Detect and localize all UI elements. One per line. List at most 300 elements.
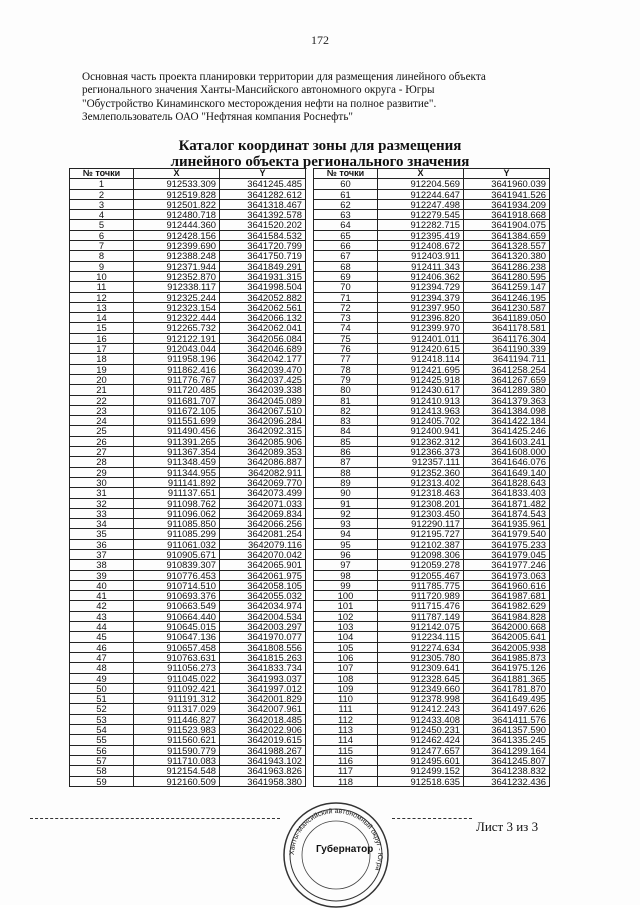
- table-row: [314, 580, 550, 590]
- point-number: 32: [70, 498, 134, 508]
- coord-x: 912413.963: [378, 405, 464, 415]
- coord-y: 3641286.238: [464, 261, 550, 271]
- coord-x: 912401.011: [378, 333, 464, 343]
- coord-y: 3641935.961: [464, 519, 550, 529]
- table-row: [314, 570, 550, 580]
- coord-y: 3641608.000: [464, 447, 550, 457]
- point-number: 80: [314, 385, 378, 395]
- document-header: [82, 71, 582, 124]
- point-number: 21: [70, 385, 134, 395]
- point-number: 35: [70, 529, 134, 539]
- table-row: [314, 230, 550, 240]
- point-number: 90: [314, 488, 378, 498]
- coord-x: 910776.453: [134, 570, 220, 580]
- coord-y: 3641238.832: [464, 766, 550, 776]
- coord-y: 3641941.526: [464, 189, 550, 199]
- table-row: [70, 766, 306, 776]
- coord-x: 912421.695: [378, 364, 464, 374]
- coord-y: 3641931.315: [220, 271, 306, 281]
- coord-x: 912318.463: [378, 488, 464, 498]
- coord-x: 911490.456: [134, 426, 220, 436]
- point-number: 26: [70, 436, 134, 446]
- point-number: 56: [70, 745, 134, 755]
- table-row: [70, 405, 306, 415]
- catalog-title: [0, 138, 640, 170]
- table-row: [314, 251, 550, 261]
- coord-y: 3642046.689: [220, 344, 306, 354]
- point-number: 107: [314, 663, 378, 673]
- point-number: 5: [70, 220, 134, 230]
- table-row: [314, 673, 550, 683]
- header-x: X: [134, 169, 220, 179]
- point-number: 10: [70, 271, 134, 281]
- table-row: [314, 189, 550, 199]
- coord-x: 912395.419: [378, 230, 464, 240]
- table-row: [314, 241, 550, 251]
- coord-x: 912154.548: [134, 766, 220, 776]
- point-number: 30: [70, 477, 134, 487]
- coord-x: 911720.485: [134, 385, 220, 395]
- point-number: 22: [70, 395, 134, 405]
- coord-x: 911092.421: [134, 683, 220, 693]
- coord-x: 912533.309: [134, 179, 220, 189]
- coord-y: 3642007.961: [220, 704, 306, 714]
- coord-y: 3642092.315: [220, 426, 306, 436]
- coord-x: 910714.510: [134, 580, 220, 590]
- point-number: 31: [70, 488, 134, 498]
- coord-y: 3642079.116: [220, 539, 306, 549]
- coord-x: 911137.651: [134, 488, 220, 498]
- coord-y: 3641985.873: [464, 652, 550, 662]
- coord-y: 3641232.436: [464, 776, 550, 786]
- coord-x: 911787.149: [378, 611, 464, 621]
- coord-y: 3641384.098: [464, 405, 550, 415]
- table-row: [314, 519, 550, 529]
- coord-y: 3641289.380: [464, 385, 550, 395]
- table-row: [70, 776, 306, 786]
- coord-x: 911367.354: [134, 447, 220, 457]
- coord-y: 3641584.532: [220, 230, 306, 240]
- table-row: [70, 714, 306, 724]
- table-row: [70, 230, 306, 240]
- coord-x: 912408.672: [378, 241, 464, 251]
- table-row: [70, 313, 306, 323]
- coord-y: 3642001.829: [220, 694, 306, 704]
- coord-x: 910645.015: [134, 622, 220, 632]
- point-number: 88: [314, 467, 378, 477]
- table-row: [70, 261, 306, 271]
- table-row: [70, 282, 306, 292]
- table-row: [314, 333, 550, 343]
- coord-y: 3641245.807: [464, 755, 550, 765]
- coord-y: 3642066.256: [220, 519, 306, 529]
- point-number: 38: [70, 560, 134, 570]
- point-number: 62: [314, 199, 378, 209]
- coord-y: 3642089.353: [220, 447, 306, 457]
- coord-x: 912328.645: [378, 673, 464, 683]
- point-number: 87: [314, 457, 378, 467]
- coord-y: 3642082.911: [220, 467, 306, 477]
- point-number: 17: [70, 344, 134, 354]
- coord-x: 911191.312: [134, 694, 220, 704]
- coord-y: 3641176.304: [464, 333, 550, 343]
- coord-y: 3641904.075: [464, 220, 550, 230]
- coord-y: 3642061.975: [220, 570, 306, 580]
- point-number: 51: [70, 694, 134, 704]
- point-number: 75: [314, 333, 378, 343]
- signature-line-right: [392, 818, 472, 819]
- point-number: 113: [314, 725, 378, 735]
- table-row: [314, 549, 550, 559]
- table-row: [70, 591, 306, 601]
- coord-x: 911590.779: [134, 745, 220, 755]
- coord-y: 3641977.246: [464, 560, 550, 570]
- coord-x: 912160.509: [134, 776, 220, 786]
- table-row: [70, 745, 306, 755]
- coord-y: 3641246.195: [464, 292, 550, 302]
- coord-y: 3641960.039: [464, 179, 550, 189]
- coord-x: 912428.156: [134, 230, 220, 240]
- point-number: 118: [314, 776, 378, 786]
- coord-y: 3642005.938: [464, 642, 550, 652]
- table-row: [314, 426, 550, 436]
- coord-y: 3641993.037: [220, 673, 306, 683]
- table-row: [70, 374, 306, 384]
- point-number: 12: [70, 292, 134, 302]
- table-row: [70, 683, 306, 693]
- coord-y: 3642085.906: [220, 436, 306, 446]
- coord-x: 911348.459: [134, 457, 220, 467]
- sheet-label: Лист 3 из 3: [476, 819, 539, 834]
- header-line: "Обустройство Кинаминского месторождения нефти на полное развитие".: [82, 97, 437, 110]
- coord-x: 911085.299: [134, 529, 220, 539]
- seal-center-text: Губернатор: [316, 844, 374, 855]
- table-row: [70, 570, 306, 580]
- coord-x: 912357.111: [378, 457, 464, 467]
- table-row: [70, 426, 306, 436]
- point-number: 71: [314, 292, 378, 302]
- point-number: 100: [314, 591, 378, 601]
- point-number: 109: [314, 683, 378, 693]
- coord-y: 3641982.629: [464, 601, 550, 611]
- coord-y: 3641280.595: [464, 271, 550, 281]
- coord-y: 3641299.164: [464, 745, 550, 755]
- coord-y: 3641815.263: [220, 652, 306, 662]
- coord-y: 3641975.126: [464, 663, 550, 673]
- table-header-row: [314, 169, 550, 179]
- coord-y: 3641520.202: [220, 220, 306, 230]
- table-row: [70, 333, 306, 343]
- point-number: 9: [70, 261, 134, 271]
- table-row: [314, 354, 550, 364]
- coord-x: 912362.312: [378, 436, 464, 446]
- coord-x: 912400.941: [378, 426, 464, 436]
- table-row: [70, 704, 306, 714]
- table-row: [70, 580, 306, 590]
- coord-y: 3641189.050: [464, 313, 550, 323]
- coord-y: 3642069.770: [220, 477, 306, 487]
- table-row: [314, 735, 550, 745]
- coord-x: 912444.360: [134, 220, 220, 230]
- page-number: 172: [311, 33, 329, 47]
- table-row: [314, 725, 550, 735]
- point-number: 81: [314, 395, 378, 405]
- point-number: 11: [70, 282, 134, 292]
- coord-y: 3641190.339: [464, 344, 550, 354]
- table-row: [70, 271, 306, 281]
- table-row: [70, 549, 306, 559]
- coord-x: 911958.196: [134, 354, 220, 364]
- coord-x: 910647.136: [134, 632, 220, 642]
- table-row: [70, 673, 306, 683]
- table-row: [70, 601, 306, 611]
- table-row: [70, 323, 306, 333]
- table-body: [70, 179, 306, 787]
- table-row: [70, 395, 306, 405]
- coord-x: 912279.545: [378, 210, 464, 220]
- point-number: 28: [70, 457, 134, 467]
- table-row: [70, 529, 306, 539]
- header-x: X: [378, 169, 464, 179]
- header-point: № точки: [314, 169, 378, 179]
- table-row: [314, 210, 550, 220]
- table-body: [314, 179, 550, 787]
- table-row: [314, 560, 550, 570]
- coord-y: 3641849.291: [220, 261, 306, 271]
- coord-x: 912323.154: [134, 302, 220, 312]
- table-row: [314, 467, 550, 477]
- coord-y: 3641603.241: [464, 436, 550, 446]
- point-number: 66: [314, 241, 378, 251]
- point-number: 114: [314, 735, 378, 745]
- coord-x: 912410.913: [378, 395, 464, 405]
- coord-y: 3642018.485: [220, 714, 306, 724]
- table-row: [314, 652, 550, 662]
- point-number: 102: [314, 611, 378, 621]
- coord-x: 912352.360: [378, 467, 464, 477]
- point-number: 117: [314, 766, 378, 776]
- point-number: 106: [314, 652, 378, 662]
- coord-y: 3641958.380: [220, 776, 306, 786]
- table-row: [70, 725, 306, 735]
- point-number: 61: [314, 189, 378, 199]
- table-row: [314, 302, 550, 312]
- point-number: 55: [70, 735, 134, 745]
- point-number: 15: [70, 323, 134, 333]
- coord-x: 912349.660: [378, 683, 464, 693]
- point-number: 105: [314, 642, 378, 652]
- table-row: [70, 292, 306, 302]
- coord-x: 912499.152: [378, 766, 464, 776]
- coord-y: 3642066.132: [220, 313, 306, 323]
- point-number: 48: [70, 663, 134, 673]
- coord-y: 3642037.425: [220, 374, 306, 384]
- table-row: [314, 477, 550, 487]
- coord-x: 912394.379: [378, 292, 464, 302]
- coord-x: 911862.416: [134, 364, 220, 374]
- table-row: [314, 766, 550, 776]
- table-row: [314, 199, 550, 209]
- point-number: 29: [70, 467, 134, 477]
- point-number: 43: [70, 611, 134, 621]
- table-row: [314, 663, 550, 673]
- coord-x: 912122.191: [134, 333, 220, 343]
- table-row: [314, 529, 550, 539]
- table-row: [70, 179, 306, 189]
- point-number: 4: [70, 210, 134, 220]
- table-row: [70, 354, 306, 364]
- table-row: [314, 714, 550, 724]
- point-number: 97: [314, 560, 378, 570]
- coord-x: 910657.458: [134, 642, 220, 652]
- point-number: 103: [314, 622, 378, 632]
- point-number: 92: [314, 508, 378, 518]
- coord-x: 912265.732: [134, 323, 220, 333]
- coord-y: 3642058.105: [220, 580, 306, 590]
- coord-y: 3641178.581: [464, 323, 550, 333]
- table-row: [70, 210, 306, 220]
- coord-y: 3641245.485: [220, 179, 306, 189]
- table-row: [314, 776, 550, 786]
- point-number: 60: [314, 179, 378, 189]
- point-number: 57: [70, 755, 134, 765]
- point-number: 52: [70, 704, 134, 714]
- coord-y: 3641808.556: [220, 642, 306, 652]
- table-row: [314, 539, 550, 549]
- table-row: [70, 477, 306, 487]
- table-row: [70, 519, 306, 529]
- coord-y: 3641384.659: [464, 230, 550, 240]
- point-number: 85: [314, 436, 378, 446]
- coord-x: 912325.244: [134, 292, 220, 302]
- coord-x: 912142.075: [378, 622, 464, 632]
- point-number: 46: [70, 642, 134, 652]
- coord-y: 3641833.403: [464, 488, 550, 498]
- coord-y: 3641828.643: [464, 477, 550, 487]
- coord-x: 910693.376: [134, 591, 220, 601]
- coord-y: 3642042.177: [220, 354, 306, 364]
- point-number: 77: [314, 354, 378, 364]
- coord-x: 912403.911: [378, 251, 464, 261]
- point-number: 53: [70, 714, 134, 724]
- coord-x: 910663.549: [134, 601, 220, 611]
- table-row: [314, 292, 550, 302]
- coord-x: 912059.278: [378, 560, 464, 570]
- coord-y: 3641649.495: [464, 694, 550, 704]
- table-row: [70, 241, 306, 251]
- coord-x: 911317.029: [134, 704, 220, 714]
- coord-x: 912098.306: [378, 549, 464, 559]
- coord-y: 3642005.641: [464, 632, 550, 642]
- point-number: 74: [314, 323, 378, 333]
- table-row: [314, 694, 550, 704]
- title-line: линейного объекта регионального значения: [170, 154, 470, 170]
- table-row: [70, 663, 306, 673]
- table-row: [70, 302, 306, 312]
- header-line: Основная часть проекта планировки территории для размещения линейного объекта: [82, 71, 486, 83]
- coord-y: 3641328.557: [464, 241, 550, 251]
- coord-x: 912338.117: [134, 282, 220, 292]
- coord-y: 3642039.470: [220, 364, 306, 374]
- coord-x: 911056.273: [134, 663, 220, 673]
- coord-y: 3642000.668: [464, 622, 550, 632]
- point-number: 47: [70, 652, 134, 662]
- coord-x: 912195.727: [378, 529, 464, 539]
- table-header-row: [70, 169, 306, 179]
- coord-x: 912313.402: [378, 477, 464, 487]
- point-number: 42: [70, 601, 134, 611]
- table-row: [314, 416, 550, 426]
- table-row: [314, 364, 550, 374]
- table-row: [314, 642, 550, 652]
- coord-x: 911446.827: [134, 714, 220, 724]
- signature-line-left: [30, 818, 280, 819]
- point-number: 8: [70, 251, 134, 261]
- table-row: [314, 395, 550, 405]
- point-number: 101: [314, 601, 378, 611]
- point-number: 111: [314, 704, 378, 714]
- table-row: [314, 704, 550, 714]
- point-number: 14: [70, 313, 134, 323]
- coord-y: 3641357.590: [464, 725, 550, 735]
- table-row: [314, 220, 550, 230]
- point-number: 63: [314, 210, 378, 220]
- table-row: [314, 591, 550, 601]
- coord-y: 3642034.974: [220, 601, 306, 611]
- coord-y: 3641871.482: [464, 498, 550, 508]
- point-number: 16: [70, 333, 134, 343]
- table-row: [70, 416, 306, 426]
- coord-x: 911045.022: [134, 673, 220, 683]
- coord-x: 912303.450: [378, 508, 464, 518]
- coord-x: 912371.944: [134, 261, 220, 271]
- coord-y: 3641874.543: [464, 508, 550, 518]
- official-seal: [281, 800, 391, 910]
- header-y: Y: [464, 169, 550, 179]
- table-row: [314, 179, 550, 189]
- coord-x: 910839.307: [134, 560, 220, 570]
- point-number: 76: [314, 344, 378, 354]
- point-number: 6: [70, 230, 134, 240]
- point-number: 59: [70, 776, 134, 786]
- point-number: 65: [314, 230, 378, 240]
- table-row: [70, 611, 306, 621]
- coord-y: 3641320.380: [464, 251, 550, 261]
- point-number: 20: [70, 374, 134, 384]
- coord-y: 3641963.826: [220, 766, 306, 776]
- coord-x: 912450.231: [378, 725, 464, 735]
- coord-x: 911551.699: [134, 416, 220, 426]
- point-number: 69: [314, 271, 378, 281]
- coord-y: 3641781.870: [464, 683, 550, 693]
- coord-x: 912204.569: [378, 179, 464, 189]
- coord-x: 911681.707: [134, 395, 220, 405]
- coord-x: 910664.440: [134, 611, 220, 621]
- table-row: [70, 220, 306, 230]
- coord-y: 3642004.534: [220, 611, 306, 621]
- point-number: 34: [70, 519, 134, 529]
- point-number: 95: [314, 539, 378, 549]
- table-row: [70, 694, 306, 704]
- coord-y: 3641960.616: [464, 580, 550, 590]
- coord-x: 912433.408: [378, 714, 464, 724]
- coord-x: 912274.634: [378, 642, 464, 652]
- table-row: [70, 755, 306, 765]
- point-number: 18: [70, 354, 134, 364]
- point-number: 50: [70, 683, 134, 693]
- table-row: [70, 652, 306, 662]
- point-number: 25: [70, 426, 134, 436]
